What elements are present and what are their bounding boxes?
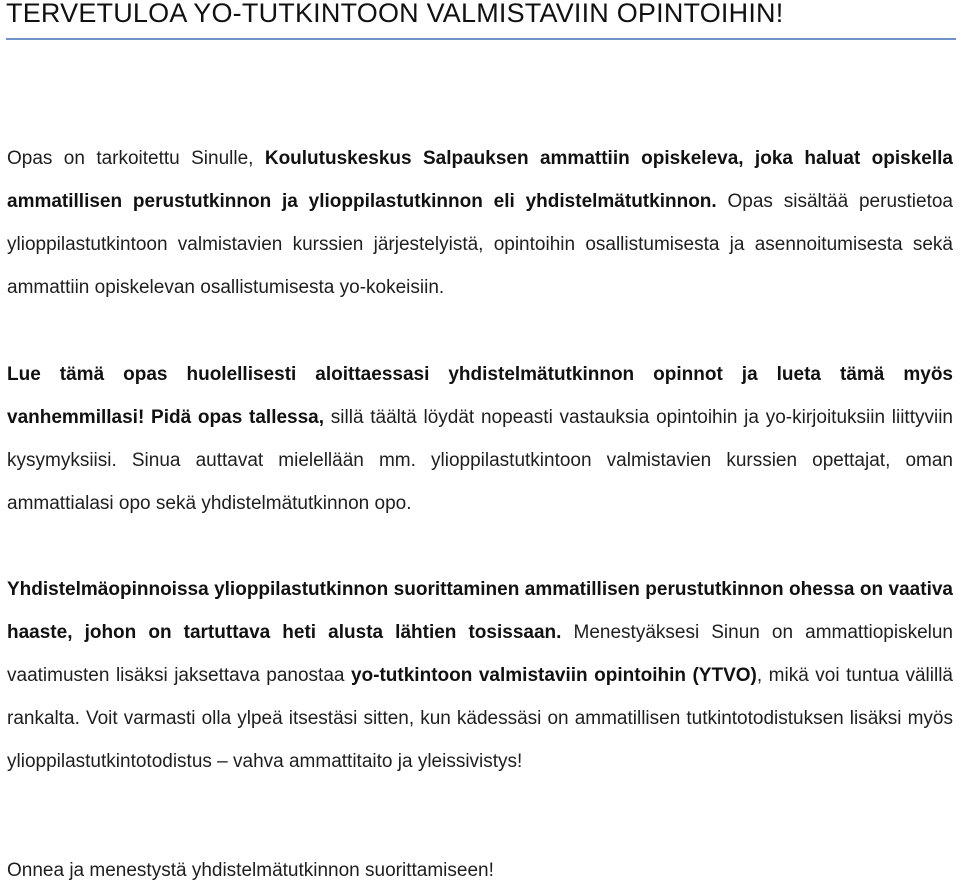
- challenge-text-2: , mikä voi tuntua välillä rankalta. Voit varmasti olla ylpeä itsestäsi sitten, kun kädessäsi on ammatillisen tutkintotodistuksen lisäksi myös ylioppilastutkintotodistus – vahva ammattitaito ja yleissivistys!: [7, 665, 953, 772]
- page-title: TERVETULOA YO-TUTKINTOON VALMISTAVIIN OPINTOIHIN!: [6, 0, 784, 28]
- instructions-bold-2: Pidä opas tallessa,: [151, 407, 325, 428]
- heading-underline: [6, 38, 956, 40]
- instructions-text-2: sillä täältä löydät nopeasti vastauksia opintoihin ja yo-kirjoituksiin liittyviin kysymyksiisi. Sinua auttavat mielellään mm. ylioppilastutkintoon valmistavien kurssien opettajat, oman ammattialasi opo sekä yhdistelmätutkinnon opo.: [7, 407, 953, 514]
- challenge-paragraph: [7, 568, 953, 783]
- closing-paragraph: [7, 849, 953, 892]
- challenge-bold-1: Yhdistelmäopinnoissa ylioppilastutkinnon suorittaminen ammatillisen perustutkinnon ohessa on vaativa haaste, johon on tartuttava heti alusta lähtien tosissaan.: [7, 579, 953, 643]
- instructions-paragraph: [7, 353, 953, 525]
- instructions-bold-1: Lue tämä opas huolellisesti aloittaessasi yhdistelmätutkinnon opinnot ja lueta tämä myös vanhemmillasi!: [7, 364, 953, 428]
- intro-bold-1: Koulutuskeskus Salpauksen ammattiin opiskeleva, joka haluat opiskella ammatillisen perustutkinnon ja ylioppilastutkinnon eli yhdistelmätutkinnon.: [7, 148, 953, 212]
- challenge-bold-2: yo-tutkintoon valmistaviin opintoihin (YTVO): [350, 665, 757, 686]
- intro-text-1: Opas on tarkoitettu Sinulle,: [7, 148, 265, 169]
- challenge-text-1: Menestyäksesi Sinun on ammattiopiskelun vaatimusten lisäksi jaksettava panostaa: [7, 622, 953, 686]
- intro-paragraph: [7, 137, 953, 309]
- closing-text: Onnea ja menestystä yhdistelmätutkinnon suorittamiseen!: [7, 860, 494, 881]
- intro-text-2: Opas sisältää perustietoa ylioppilastutkintoon valmistavien kurssien järjestelyistä, opintoihin osallistumisesta ja asennoitumisesta sekä ammattiin opiskelevan osallistumisesta yo-kokeisiin.: [7, 191, 953, 298]
